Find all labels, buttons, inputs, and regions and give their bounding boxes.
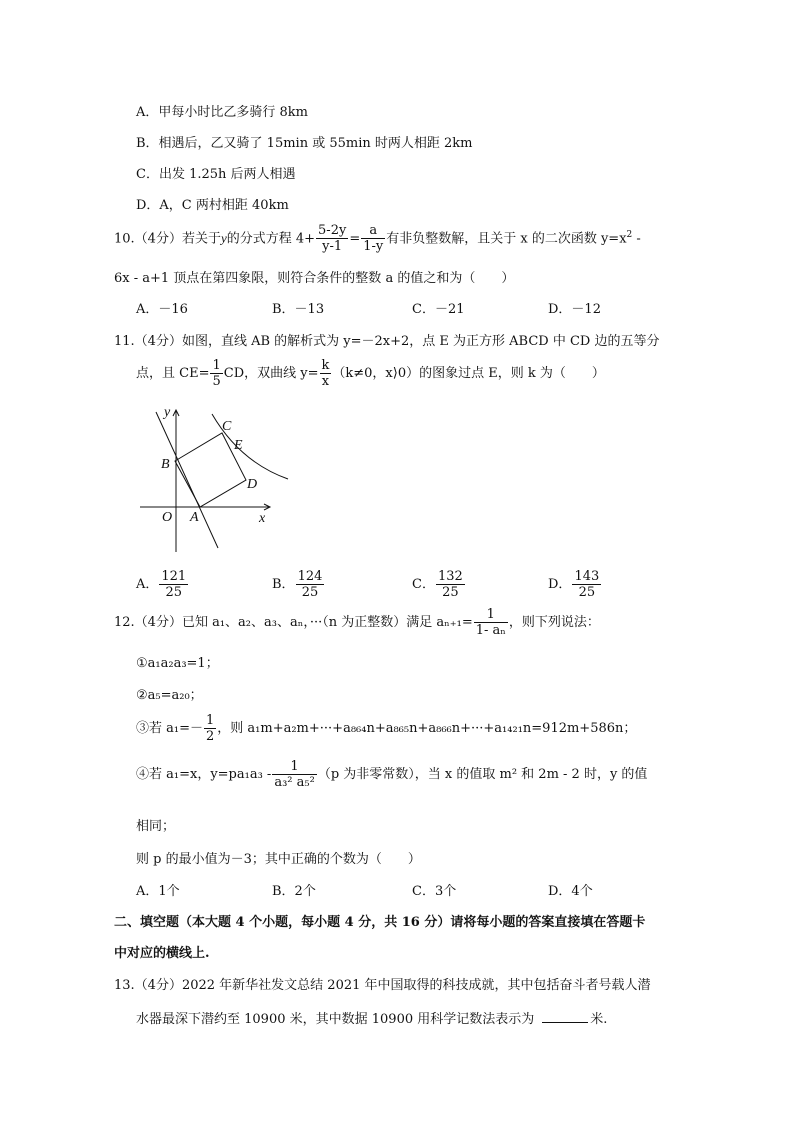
q9-option-d: D．A，C 两村相距 40km (136, 198, 289, 213)
q11-line2-b: CD，双曲线 y= (223, 366, 319, 381)
q11-option-a (136, 568, 189, 602)
section2-heading-line2: 中对应的横线上. (114, 946, 210, 961)
q11-option-b-den: 25 (301, 585, 319, 600)
q12-conclusion: 则 p 的最小值为－3；其中正确的个数为（ ） (136, 852, 421, 867)
fig-label-b: B (161, 457, 170, 472)
q11-hyp-den: x (321, 374, 330, 389)
q11-option-d-letter: D． (548, 577, 572, 592)
q13-line2-a: 水器最深下潜约至 10900 米，其中数据 10900 用科学记数法表示为 (136, 1012, 535, 1027)
q12-option-d: D．4个 (548, 884, 593, 899)
q11-option-c-num: 132 (437, 569, 463, 584)
q12-fraction (474, 607, 508, 638)
q12-option-b: B．2个 (272, 884, 316, 899)
q11-option-d (548, 568, 602, 602)
q11-option-b-frac (296, 569, 325, 600)
q13-stem-line2 (136, 1010, 607, 1029)
q12-s4-b: （p 为非零常数），当 x 的值取 m² 和 2m - 2 时，y 的值 (317, 767, 648, 782)
q12-statement-2: ②a₅=a₂₀； (136, 688, 203, 703)
q11-option-a-den: 25 (165, 585, 183, 600)
fig-label-d: D (247, 477, 258, 492)
q12-statement-4 (136, 758, 647, 792)
q10-stem-line2: 6x - a+1 顶点在第四象限，则符合条件的整数 a 的值之和为（ ） (114, 271, 515, 286)
q10-option-c: C．－21 (412, 302, 465, 317)
q11-option-b (272, 568, 325, 602)
fig-label-x: x (259, 511, 266, 526)
q10-option-d: D．－12 (548, 302, 601, 317)
q11-frac-den: 5 (212, 374, 221, 389)
q11-option-c-den: 25 (442, 585, 459, 600)
q10-mid1: 的分式方程 4+ (226, 231, 316, 247)
q9-option-a: A．甲每小时比乙多骑行 8km (136, 105, 308, 120)
fig-label-o: O (162, 510, 173, 525)
q12-statement-3 (136, 712, 636, 746)
q11-stem-line2 (136, 357, 605, 391)
q10-eq: = (349, 231, 361, 247)
q10-fraction-1 (316, 223, 348, 254)
q11-option-c-letter: C． (412, 577, 435, 592)
q12-frac-den: 1- aₙ (475, 623, 506, 638)
q12-s4-fraction (272, 759, 316, 790)
q12-s3-fraction (204, 713, 216, 744)
q11-option-a-letter: A． (136, 577, 159, 592)
q11-option-c-frac (436, 569, 465, 600)
q10-tail: - (632, 231, 641, 247)
line-ab (156, 412, 218, 548)
q10-mid2: 有非负整数解，且关于 x 的二次函数 y=x (386, 231, 627, 247)
q10-prefix: 10.（4分）若关于 (114, 231, 221, 247)
q13-line2-b: 米. (590, 1012, 608, 1027)
q11-frac-num: 1 (212, 358, 221, 373)
q12-line1-a: 12.（4分）已知 a₁、a₂、a₃、aₙ，···（n 为正整数）满足 aₙ₊₁= (114, 615, 473, 630)
q12-s3-fden: 2 (206, 729, 215, 744)
q11-figure (130, 400, 290, 560)
q11-option-d-frac (572, 569, 601, 600)
fig-label-y: y (164, 405, 171, 420)
q12-statement-1: ①a₁a₂a₃=1； (136, 656, 219, 671)
fig-label-e: E (234, 438, 243, 453)
q10-var-y: y (220, 230, 227, 246)
q11-option-a-frac (159, 569, 188, 600)
q10-sup: 2 (626, 230, 633, 240)
q12-s4-fden: a₃² a₅² (274, 775, 315, 790)
q12-s3-fnum: 1 (206, 713, 215, 728)
q10-frac2-den: 1-y (363, 239, 384, 255)
q10-frac1-num: 5-2y (318, 223, 347, 239)
section2-heading-line1: 二、填空题（本大题 4 个小题，每小题 4 分，共 16 分）请将每小题的答案直接填在答题卡 (114, 915, 646, 930)
q12-s4-a: ④若 a₁=x，y=pa₁a₃ - (136, 767, 272, 782)
q9-option-b: B．相遇后，乙又骑了 15min 或 55min 时两人相距 2km (136, 136, 473, 151)
q11-hyp-num: k (321, 358, 330, 373)
q12-frac-num: 1 (474, 607, 508, 623)
fig-label-a: A (190, 510, 199, 525)
q12-option-c: C．3个 (412, 884, 457, 899)
q11-option-a-num: 121 (161, 569, 187, 584)
q12-s3-a: ③若 a₁=－ (136, 721, 203, 736)
q12-s3-b: ，则 a₁m+a₂m+···+a₈₆₄n+a₈₆₅n+a₈₆₆n+···+a₁₄₂₁n=912m+586n； (217, 721, 637, 736)
q13-stem-line1: 13.（4分）2022 年新华社发文总结 2021 年中国取得的科技成就，其中包括奋斗者号载人潜 (114, 978, 651, 993)
q12-s4-fnum: 1 (272, 759, 316, 775)
q10-option-a: A．－16 (136, 302, 188, 317)
q10-frac2-num: a (361, 223, 385, 239)
q10-option-b: B．－13 (272, 302, 325, 317)
q11-line2-c: （k≠0，x⟩0）的图象过点 E，则 k 为（ ） (332, 366, 605, 381)
q11-fraction (210, 358, 222, 389)
q10-frac1-den: y-1 (322, 239, 343, 255)
q11-option-d-den: 25 (578, 585, 596, 600)
q10-stem-line1 (114, 218, 641, 256)
q11-option-c (412, 568, 466, 602)
q11-option-b-num: 124 (297, 569, 323, 584)
q11-line2-a: 点，且 CE= (136, 366, 210, 381)
q12-option-a: A．1个 (136, 884, 180, 899)
q12-line1-b: ，则下列说法： (508, 615, 600, 630)
q9-option-c: C．出发 1.25h 后两人相遇 (136, 167, 296, 182)
q10-fraction-2 (361, 223, 385, 254)
q11-option-d-num: 143 (574, 569, 600, 584)
q12-stem-line1 (114, 606, 600, 640)
q11-hyperbola-fraction (320, 358, 332, 389)
q12-statement-4-cont: 相同； (136, 819, 176, 834)
answer-blank[interactable] (542, 1010, 588, 1023)
q11-stem-line1: 11.（4分）如图，直线 AB 的解析式为 y=－2x+2，点 E 为正方形 ABCD 中 CD 边的五等分 (114, 334, 660, 349)
fig-label-c: C (222, 419, 232, 434)
q11-option-b-letter: B． (272, 577, 295, 592)
